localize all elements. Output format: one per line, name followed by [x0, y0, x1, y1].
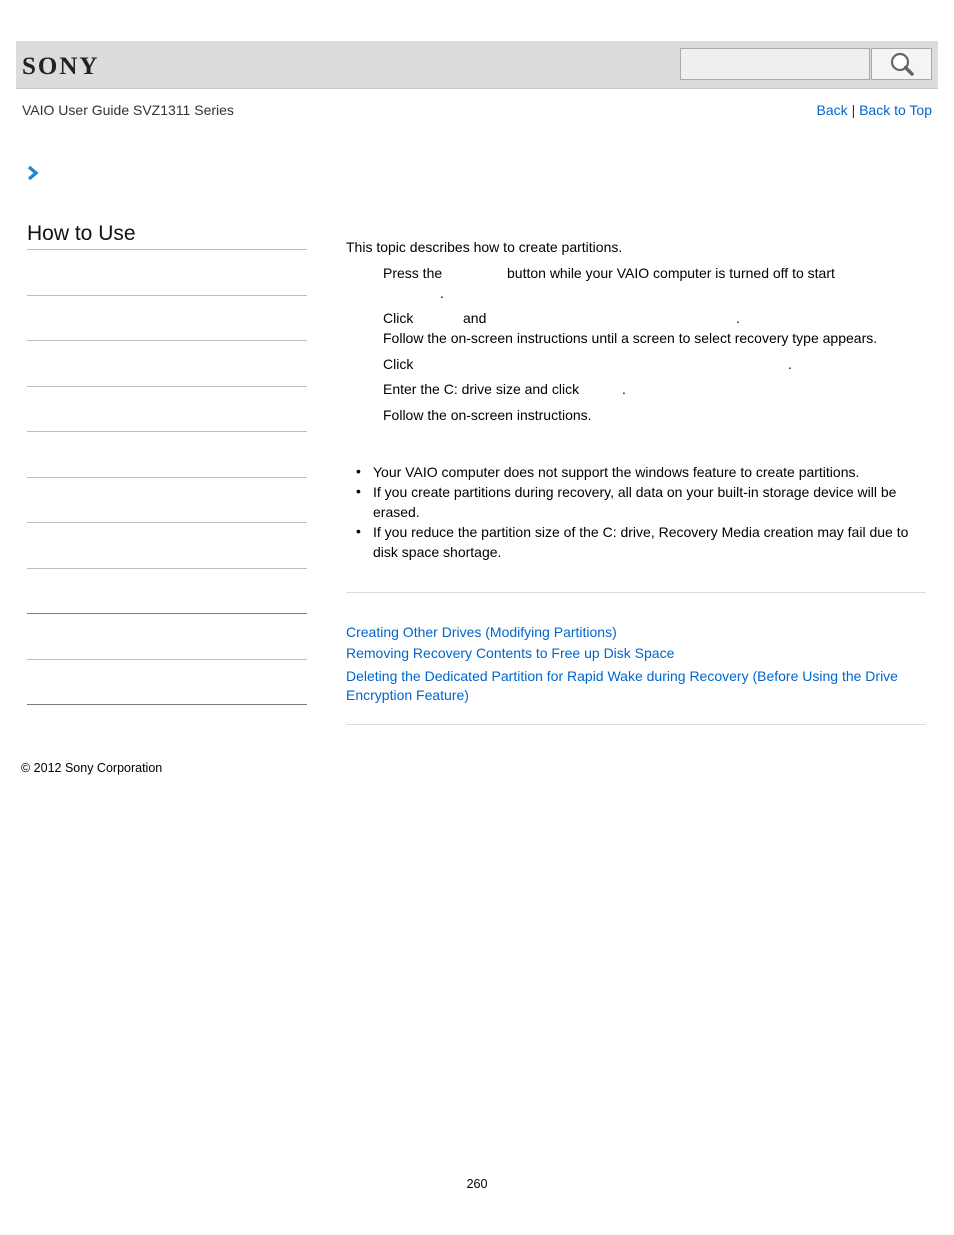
bullet-dot: •: [356, 483, 361, 499]
sidebar-item[interactable]: [27, 522, 307, 523]
step-2-text-d: Follow the on-screen instructions until a screen to select recovery type appears.: [383, 330, 878, 346]
step-4-text-a: Enter the C: drive size and click: [383, 381, 580, 397]
intro-text: This topic describes how to create partitions.: [346, 239, 623, 255]
nav-links: [817, 102, 932, 118]
step-5-text: Follow the on-screen instructions.: [383, 407, 592, 423]
chevron-right-icon[interactable]: [26, 165, 40, 186]
step-3-text-b: .: [788, 356, 792, 372]
sidebar-item[interactable]: [27, 295, 307, 296]
note-3-text-line1: If you reduce the partition size of the C: drive, Recovery Media creation may fail due to: [373, 524, 909, 540]
bullet-dot: •: [356, 463, 361, 479]
step-1-text-b: button while your VAIO computer is turned off to start: [507, 265, 835, 281]
note-1-text: Your VAIO computer does not support the windows feature to create partitions.: [373, 464, 860, 480]
copyright: © 2012 Sony Corporation: [21, 761, 163, 775]
sidebar-item[interactable]: [27, 386, 307, 387]
note-2-text-line1: If you create partitions during recovery, all data on your built-in storage device will be: [373, 484, 897, 500]
magnifier-icon: [889, 51, 915, 77]
sidebar-divider: [27, 249, 307, 250]
note-2-text-line2: erased.: [373, 504, 420, 520]
related-link-remove-recovery[interactable]: Removing Recovery Contents to Free up Disk Space: [346, 645, 675, 661]
page-number: 260: [466, 1177, 488, 1191]
sidebar-item[interactable]: [27, 704, 307, 705]
step-2-text-a: Click: [383, 310, 414, 326]
nav-separator: |: [851, 102, 856, 118]
step-4-text-b: .: [622, 381, 626, 397]
sidebar-item[interactable]: [27, 431, 307, 432]
sidebar-item[interactable]: [27, 568, 307, 569]
note-3-text-line2: disk space shortage.: [373, 544, 502, 560]
guide-title: VAIO User Guide SVZ1311 Series: [22, 102, 234, 118]
related-bottom-divider: [346, 724, 926, 725]
sidebar-item[interactable]: [27, 340, 307, 341]
step-2-text-b: and: [463, 310, 487, 326]
related-link-rapid-wake-line2[interactable]: Encryption Feature): [346, 687, 469, 703]
search-input[interactable]: [680, 48, 870, 80]
sidebar-title: How to Use: [27, 222, 136, 245]
step-1-text-c: .: [440, 285, 444, 301]
step-1-text-a: Press the: [383, 265, 443, 281]
step-3-text-a: Click: [383, 356, 414, 372]
step-2-text-c: .: [736, 310, 740, 326]
related-link-rapid-wake-line1[interactable]: Deleting the Dedicated Partition for Rapid Wake during Recovery (Before Using the Drive: [346, 668, 898, 684]
sidebar-item[interactable]: [27, 659, 307, 660]
bullet-dot: •: [356, 523, 361, 539]
sony-logo: SONY: [22, 53, 100, 80]
header-bar: [16, 41, 938, 89]
back-link[interactable]: Back: [816, 102, 848, 118]
related-link-other-drives[interactable]: Creating Other Drives (Modifying Partitions): [346, 624, 617, 640]
sidebar-item[interactable]: [27, 477, 307, 478]
related-top-divider: [346, 592, 926, 593]
back-to-top-link[interactable]: Back to Top: [859, 102, 932, 118]
sidebar-item[interactable]: [27, 613, 307, 614]
search-button[interactable]: [871, 48, 932, 80]
